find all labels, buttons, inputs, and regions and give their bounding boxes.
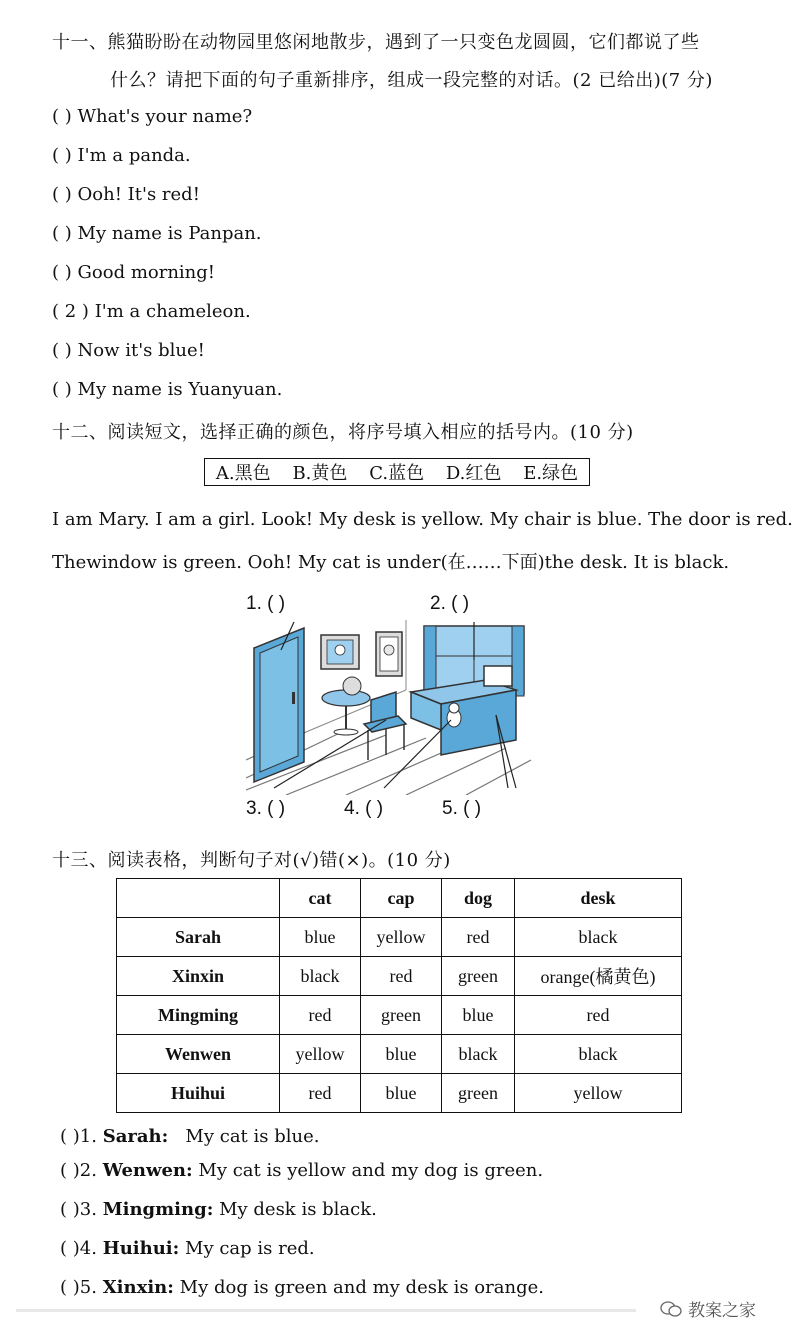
dialogue-item: ( 2 ) I'm a chameleon. xyxy=(52,301,251,322)
table-cell: blue xyxy=(361,1035,442,1074)
footer-brand: 教案之家 xyxy=(688,1301,756,1321)
chair xyxy=(364,692,406,760)
color-options-box xyxy=(204,458,590,486)
table-row xyxy=(117,1035,682,1074)
option-e: E.绿色 xyxy=(523,463,579,484)
option-d: D.红色 xyxy=(445,463,502,484)
picture-label-3: 3. ( ) xyxy=(246,798,286,819)
table-cell: black xyxy=(515,1035,682,1074)
table-row xyxy=(117,957,682,996)
section-13-title: 十三、阅读表格，判断句子对(√)错(×)。(10 分) xyxy=(52,850,451,871)
table-cell: black xyxy=(515,918,682,957)
table-cell: blue xyxy=(361,1074,442,1113)
room-illustration xyxy=(246,620,536,795)
dialogue-item: ( ) My name is Panpan. xyxy=(52,223,262,244)
table-cell: yellow xyxy=(515,1074,682,1113)
judge-item: ( )1. Sarah: My cat is blue. xyxy=(60,1126,320,1147)
option-b: B.黄色 xyxy=(292,463,348,484)
table-header-cell: desk xyxy=(515,879,682,918)
table-cell: black xyxy=(280,957,361,996)
dialogue-item: ( ) What's your name? xyxy=(52,106,253,127)
table-header-cell: cat xyxy=(280,879,361,918)
table-cell: black xyxy=(442,1035,515,1074)
table-row xyxy=(117,996,682,1035)
table-cell: blue xyxy=(442,996,515,1035)
table-header-cell xyxy=(117,879,280,918)
passage-line-1: I am Mary. I am a girl. Look! My desk is yellow. My chair is blue. The door is red. xyxy=(52,509,793,530)
judge-item: ( )3. Mingming: My desk is black. xyxy=(60,1199,377,1220)
section-12-title: 十二、阅读短文，选择正确的颜色，将序号填入相应的括号内。(10 分) xyxy=(52,422,634,443)
table-cell: Sarah xyxy=(117,918,280,957)
round-table xyxy=(322,677,370,735)
table-header-cell: cap xyxy=(361,879,442,918)
table-cell: Huihui xyxy=(117,1074,280,1113)
judge-item: ( )5. Xinxin: My dog is green and my desk is orange. xyxy=(60,1277,544,1298)
table-cell: orange(橘黄色) xyxy=(515,957,682,996)
footer-divider xyxy=(16,1309,636,1312)
footer-watermark xyxy=(660,1296,756,1321)
section-11-title-line1: 十一、熊猫盼盼在动物园里悠闲地散步，遇到了一只变色龙圆圆，它们都说了些 xyxy=(52,32,700,53)
wall-picture xyxy=(376,632,402,676)
option-c: C.蓝色 xyxy=(369,463,425,484)
picture-label-4: 4. ( ) xyxy=(344,798,384,819)
table-cell: yellow xyxy=(280,1035,361,1074)
dialogue-item: ( ) Good morning! xyxy=(52,262,216,283)
table-cell: red xyxy=(515,996,682,1035)
dialogue-item: ( ) Now it's blue! xyxy=(52,340,205,361)
option-a: A.黑色 xyxy=(215,463,271,484)
section-11-title-line2: 什么？请把下面的句子重新排序，组成一段完整的对话。(2 已给出)(7 分) xyxy=(110,70,713,91)
table-header-row xyxy=(117,879,682,918)
table-row xyxy=(117,1074,682,1113)
table-cell: Wenwen xyxy=(117,1035,280,1074)
dialogue-item: ( ) Ooh! It's red! xyxy=(52,184,200,205)
wechat-icon xyxy=(660,1300,682,1318)
door xyxy=(254,628,304,782)
table-cell: Xinxin xyxy=(117,957,280,996)
judge-item: ( )2. Wenwen: My cat is yellow and my dog is green. xyxy=(60,1160,544,1181)
table-cell: red xyxy=(361,957,442,996)
table-cell: yellow xyxy=(361,918,442,957)
table-cell: Mingming xyxy=(117,996,280,1035)
dialogue-item: ( ) My name is Yuanyuan. xyxy=(52,379,283,400)
wall-picture xyxy=(321,635,359,669)
dialogue-item: ( ) I'm a panda. xyxy=(52,145,191,166)
judge-item: ( )4. Huihui: My cap is red. xyxy=(60,1238,315,1259)
table-cell: red xyxy=(280,996,361,1035)
table-cell: green xyxy=(442,957,515,996)
table-cell: green xyxy=(442,1074,515,1113)
table-cell: blue xyxy=(280,918,361,957)
cat xyxy=(447,703,461,727)
table-row xyxy=(117,918,682,957)
table-cell: green xyxy=(361,996,442,1035)
picture-label-2: 2. ( ) xyxy=(430,593,470,614)
picture-label-1: 1. ( ) xyxy=(246,593,286,614)
table-cell: red xyxy=(442,918,515,957)
table-header-cell: dog xyxy=(442,879,515,918)
table-cell: red xyxy=(280,1074,361,1113)
passage-line-2: Thewindow is green. Ooh! My cat is under(在……下面)the desk. It is black. xyxy=(52,552,730,573)
picture-label-5: 5. ( ) xyxy=(442,798,482,819)
color-table xyxy=(116,878,682,1113)
